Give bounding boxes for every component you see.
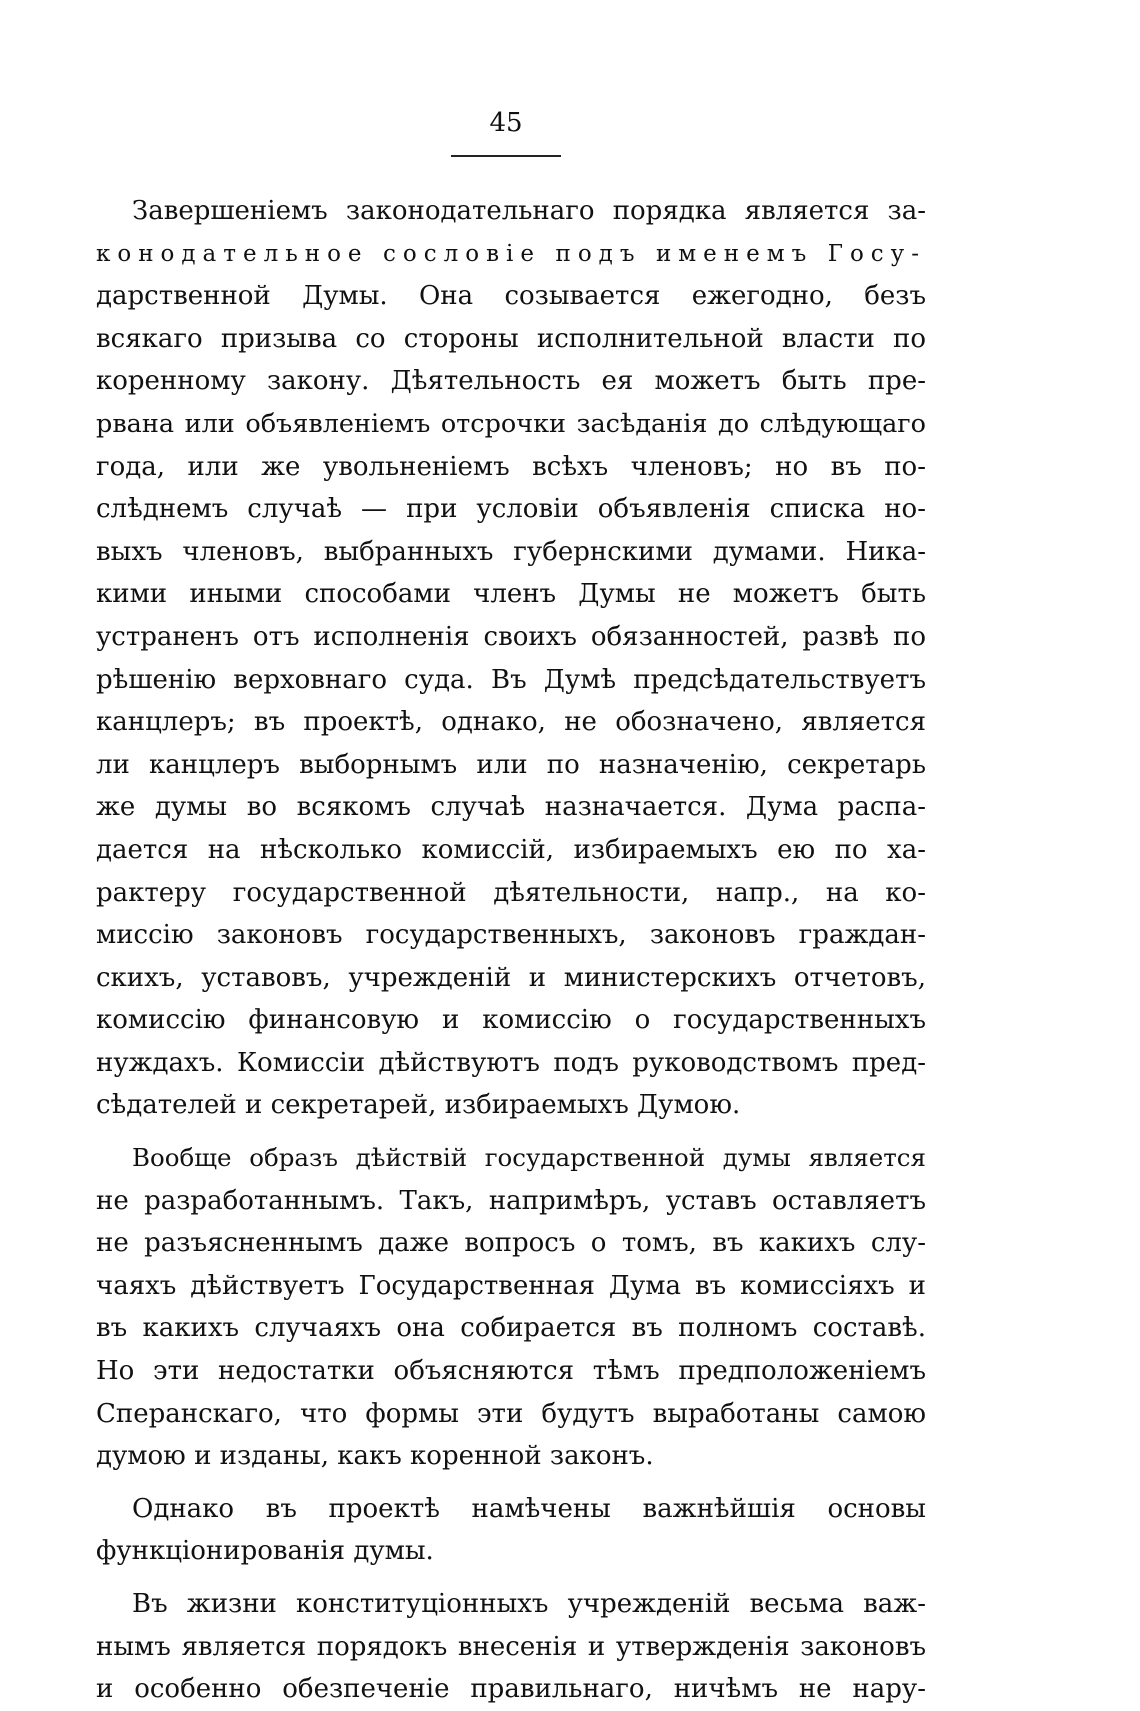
text-line: рактеру государственной дѣятельности, напр., на ко-	[96, 877, 926, 908]
text-line: слѣднемъ случаѣ — при условіи объявленія списка но-	[96, 494, 926, 525]
page-number: 45	[489, 108, 523, 138]
text-line: сѣдателей и секретарей, избираемыхъ Думою.	[96, 1090, 741, 1121]
text-line: выхъ членовъ, выбранныхъ губернскими думами. Ника-	[96, 536, 926, 567]
text-line: Завершеніемъ законодательнаго порядка является за-	[132, 196, 926, 226]
text-line: скихъ, уставовъ, учрежденій и министерскихъ отчетовъ,	[96, 962, 926, 993]
text-line: канцлеръ; въ проектѣ, однако, не обозначено, является	[96, 707, 926, 738]
text-line: дарственной Думы. Она созывается ежегодно, безъ	[96, 281, 926, 312]
paragraph-2	[96, 1137, 926, 1478]
text-line: рвана или объявленіемъ отсрочки засѣданія до слѣдующаго	[96, 408, 926, 439]
text-line: устраненъ отъ исполненія своихъ обязанностей, развѣ по	[96, 621, 926, 652]
text-line: комиссію финансовую и комиссію о государственныхъ	[96, 1005, 926, 1036]
text-line: конодательное сословіе подъ именемъ Госу-	[96, 240, 926, 267]
text-line: всякаго призыва со стороны исполнительной власти по	[96, 323, 926, 354]
text-line: миссію законовъ государственныхъ, законовъ граждан-	[96, 920, 926, 951]
text-line: дается на нѣсколько комиссій, избираемыхъ ею по ха-	[96, 834, 926, 865]
page-number-rule	[451, 155, 561, 157]
text-line: функціонированія думы.	[96, 1536, 434, 1567]
text-line: Однако въ проектѣ намѣчены важнѣйшія основы	[132, 1493, 926, 1524]
paragraph-1	[96, 190, 926, 1127]
text-line: Вообще образъ дѣйствій государственной думы является	[132, 1143, 926, 1173]
text-line: въ какихъ случаяхъ она собирается въ полномъ составѣ.	[96, 1313, 926, 1344]
paragraph-4	[96, 1583, 926, 1711]
paragraph-3	[96, 1488, 926, 1573]
text-line: же думы во всякомъ случаѣ назначается. Дума распа-	[96, 792, 926, 823]
text-line: чаяхъ дѣйствуетъ Государственная Дума въ комиссіяхъ и	[96, 1270, 926, 1301]
text-line: ли канцлеръ выборнымъ или по назначенію, секретарь	[96, 749, 926, 780]
text-line: нымъ является порядокъ внесенія и утвержденія законовъ	[96, 1631, 926, 1662]
text-line: коренному закону. Дѣятельность ея можетъ быть пре-	[96, 366, 926, 397]
text-line: думою и изданы, какъ коренной законъ.	[96, 1441, 654, 1472]
text-line: и особенно обезпеченіе правильнаго, ничѣмъ не нару-	[96, 1674, 926, 1705]
text-line: года, или же увольненіемъ всѣхъ членовъ; но въ по-	[96, 451, 926, 482]
body-text	[96, 190, 926, 1711]
text-line: Сперанскаго, что формы эти будутъ выработаны самою	[96, 1398, 926, 1429]
text-line: Но эти недостатки объясняются тѣмъ предположеніемъ	[96, 1356, 926, 1387]
text-line: не разработаннымъ. Такъ, напримѣръ, уставъ оставляетъ	[96, 1185, 926, 1216]
text-line: нуждахъ. Комиссіи дѣйствуютъ подъ руководствомъ пред-	[96, 1047, 926, 1078]
text-line: не разъясненнымъ даже вопросъ о томъ, въ какихъ слу-	[96, 1228, 926, 1259]
text-line: рѣшенію верховнаго суда. Въ Думѣ предсѣдательствуетъ	[96, 664, 926, 695]
text-line: кими иными способами членъ Думы не можетъ быть	[96, 579, 926, 610]
text-line: Въ жизни конституціонныхъ учрежденій весьма важ-	[132, 1589, 926, 1619]
